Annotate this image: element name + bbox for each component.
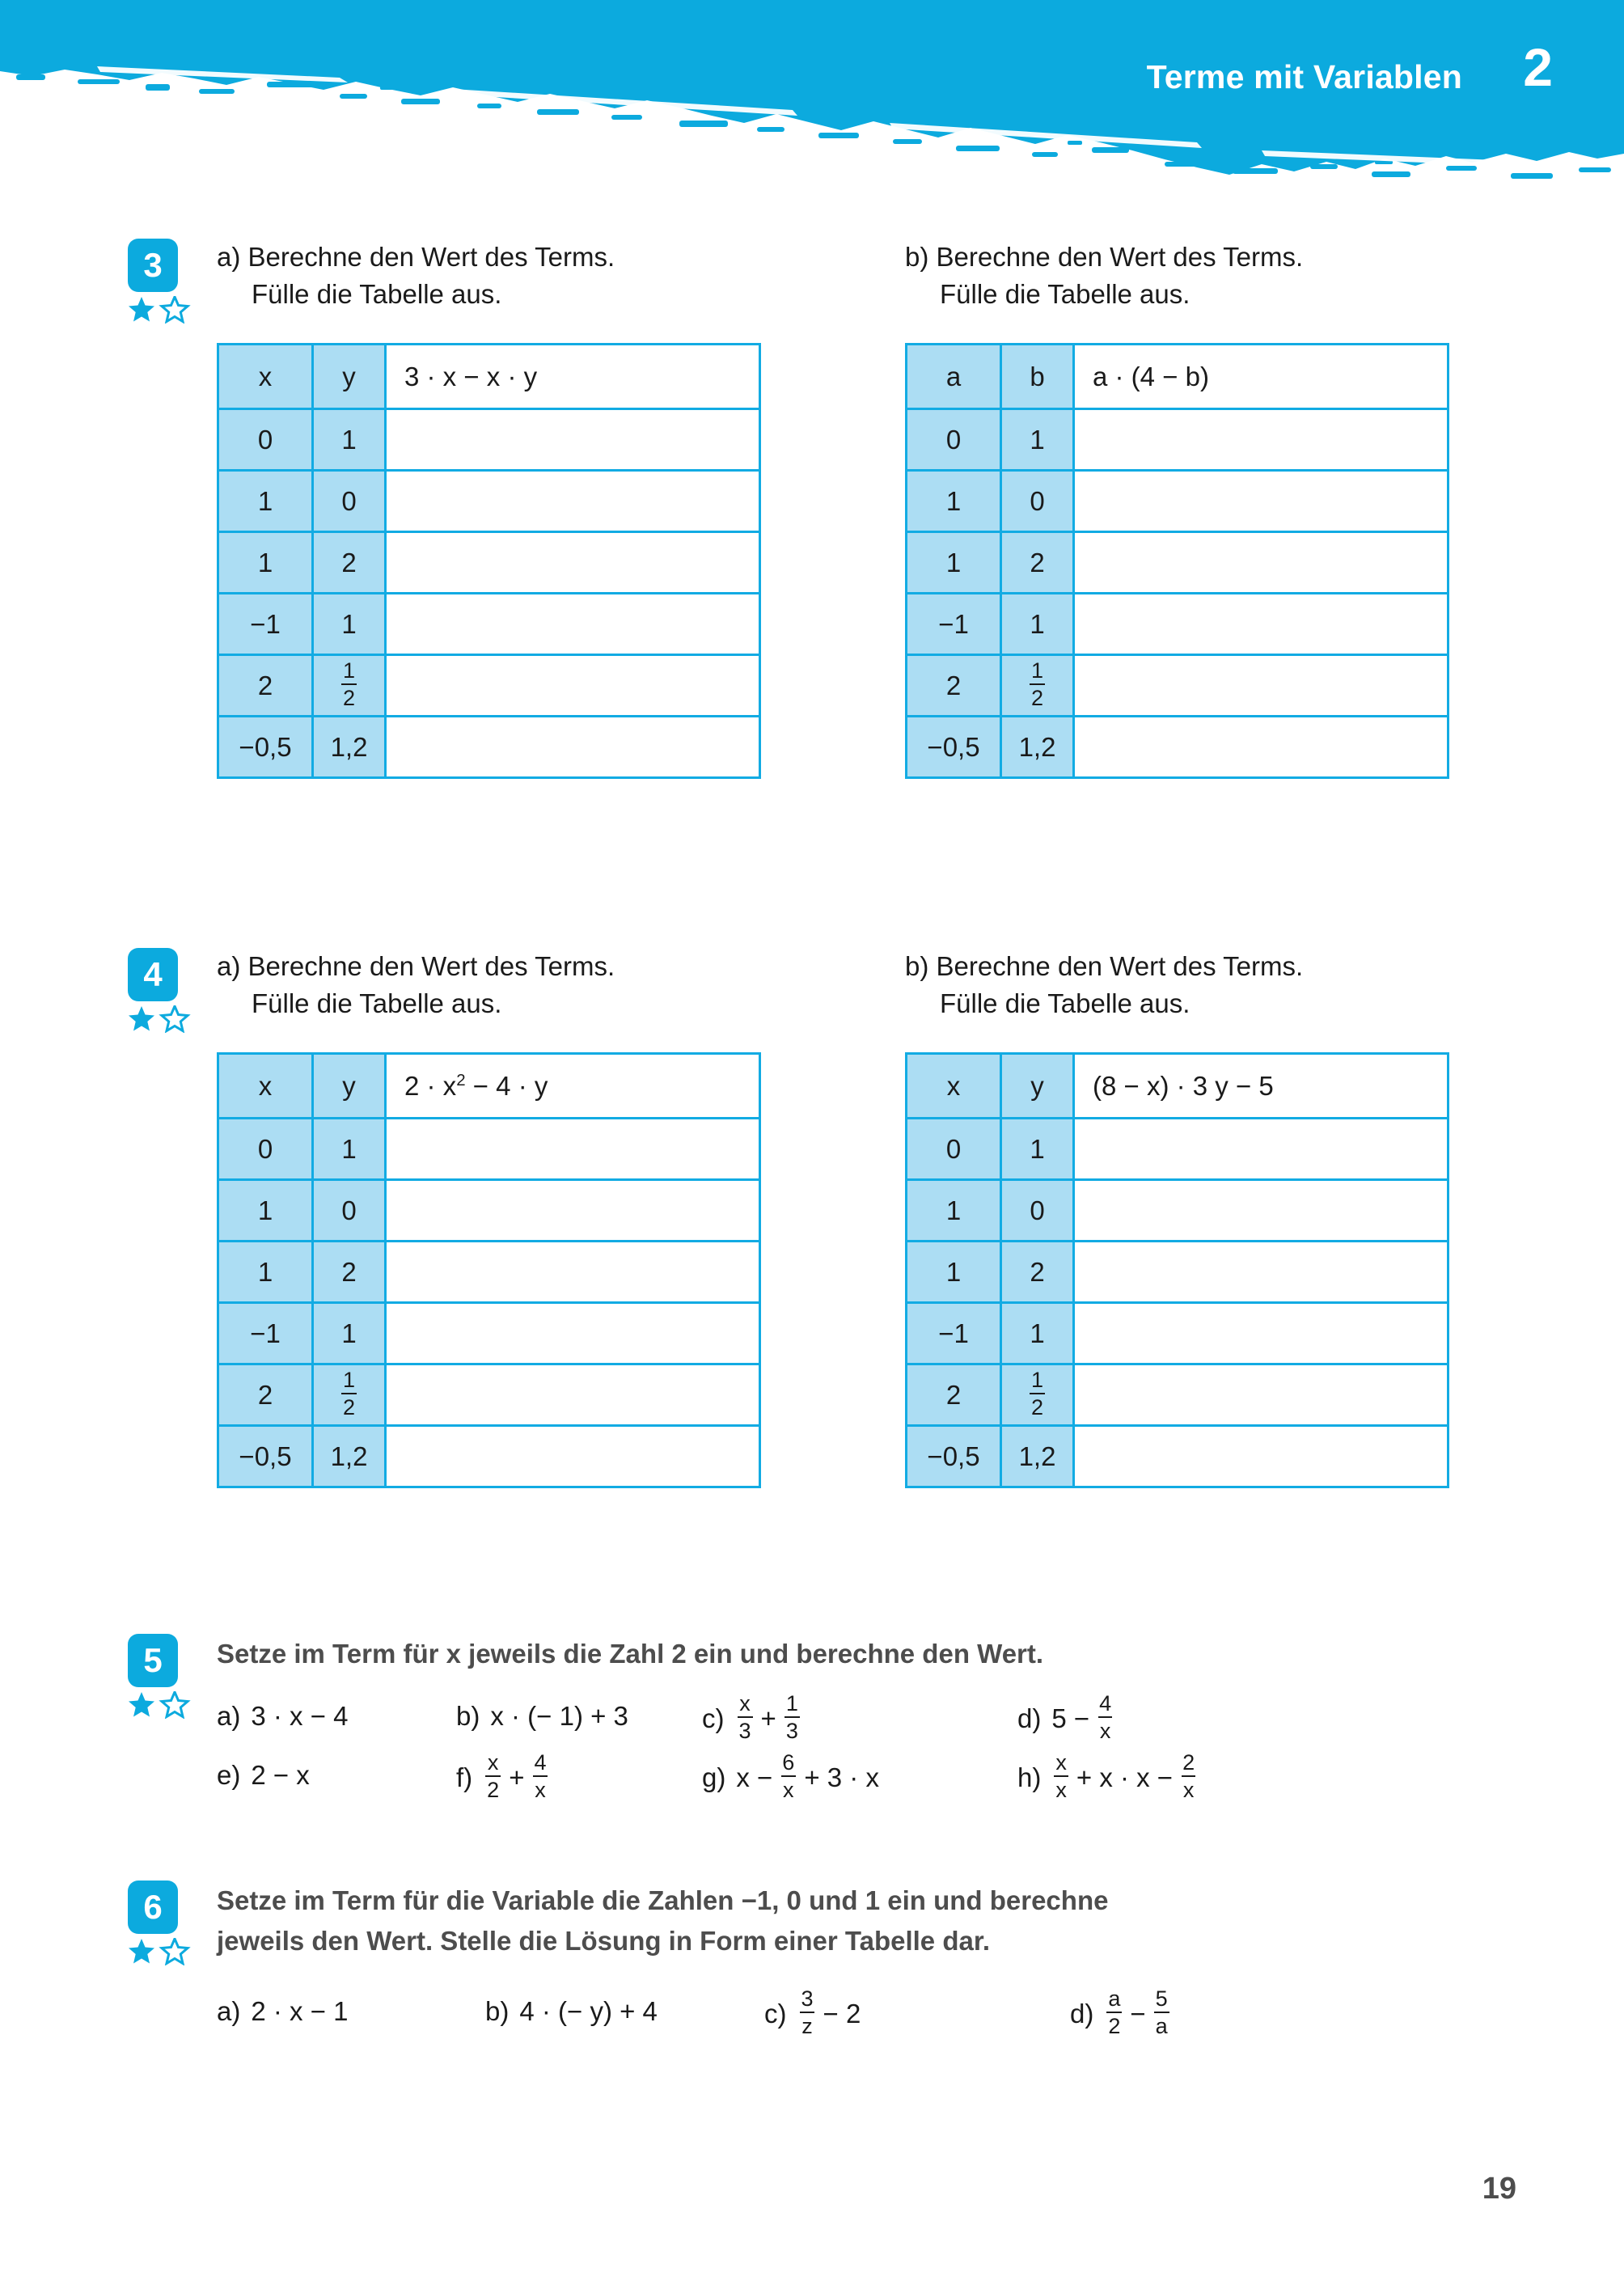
table-cell-value-2: 1 [313,409,386,471]
difficulty-stars-icon [128,1691,191,1719]
fraction [341,660,357,709]
table-row [907,532,1448,594]
table-cell-value-2: 1,2 [313,1426,386,1487]
exercise-item[interactable] [217,1694,456,1739]
table-answer-cell[interactable] [386,717,760,778]
table-answer-cell[interactable] [1074,532,1448,594]
exercise-3-part-b [905,239,1527,779]
table-row [218,409,760,471]
table-column-header-2: y [313,1054,386,1119]
fraction-denominator: 2 [341,683,357,709]
fraction [785,1693,800,1742]
table-cell-value-1: −0,5 [218,717,313,778]
table-cell-value-2: 2 [1001,1242,1074,1303]
exercise-3b-prompt-text1: Berechne den Wert des Terms. [936,242,1304,272]
table-cell-value-2: 0 [313,471,386,532]
table-cell-value-1: 2 [218,655,313,717]
exercise-3a-prompt-text1: Berechne den Wert des Terms. [247,242,615,272]
table-answer-cell[interactable] [1074,717,1448,778]
expression-text: − 2 [823,1998,861,2029]
exercise-4-part-b [905,948,1527,1488]
table-cell-value-1: 1 [907,1242,1001,1303]
fraction-numerator: 1 [785,1691,798,1716]
fraction-denominator: 2 [1106,2012,1122,2037]
table-cell-value-2 [313,655,386,717]
table-row [907,1364,1448,1426]
exercise-3a-label: a) [217,242,241,272]
table-term-header: 3 · x − x · y [386,345,760,409]
brush-stroke-graphic [0,0,1624,202]
table-cell-value-1: 0 [218,1119,313,1180]
difficulty-stars-icon [128,1005,191,1033]
table-row [218,1364,760,1426]
exercise-4-part-a [217,948,905,1488]
table-cell-value-2: 1 [1001,1119,1074,1180]
fraction-numerator: 3 [801,1986,814,2012]
fraction [1054,1752,1068,1801]
fraction-numerator: 1 [342,1368,356,1392]
table-row [907,655,1448,717]
exercise-item-label: d) [1017,1703,1042,1733]
table-cell-value-2: 2 [1001,532,1074,594]
table-answer-cell[interactable] [1074,1364,1448,1426]
fraction [800,1988,815,2037]
exercise-item[interactable] [485,1989,764,2034]
table-answer-cell[interactable] [386,471,760,532]
page-number: 19 [1482,2172,1516,2206]
fraction-numerator: 1 [342,658,356,683]
table-answer-cell[interactable] [1074,594,1448,655]
table-term-header: $2 \cdot x^2 - 4 \cdot y$ [386,1054,760,1119]
fraction [1030,1369,1045,1419]
exercise-item-expression [483,1750,550,1803]
fraction-numerator: 1 [1030,658,1044,683]
table-cell-value-2 [1001,1364,1074,1426]
exercise-4a-table[interactable] [217,1052,761,1488]
fraction-denominator: 2 [1030,683,1045,709]
exercise-4b-prompt-line2: Fülle die Tabelle aus. [940,988,1191,1018]
table-row [907,409,1448,471]
exercise-item[interactable] [1017,1750,1260,1803]
table-cell-value-1: −1 [218,594,313,655]
table-cell-value-1: 0 [907,1119,1001,1180]
page-title: Terme mit Variablen [1146,58,1462,95]
fraction-denominator: 2 [341,1393,357,1419]
table-column-header-2: y [1001,1054,1074,1119]
table-cell-value-1: 1 [218,1180,313,1242]
table-column-header-1: x [218,1054,313,1119]
table-row [907,594,1448,655]
fraction-denominator: 2 [485,1775,501,1801]
table-row [218,532,760,594]
exercise-item-label: a) [217,1701,241,1732]
fraction-denominator: 3 [738,1716,753,1742]
exercise-item-label: c) [702,1703,725,1733]
fraction-numerator: 5 [1155,1986,1168,2012]
table-answer-cell[interactable] [1074,471,1448,532]
fraction-numerator: 4 [1099,1691,1112,1716]
table-cell-value-2: 1 [1001,594,1074,655]
exercise-4b-table[interactable] [905,1052,1449,1488]
exercise-item-expression: 3 · x − 4 [251,1701,349,1732]
table-row [218,1426,760,1487]
difficulty-stars-icon [128,296,191,324]
table-cell-value-1: 1 [218,471,313,532]
exercise-4a-prompt-text1: Berechne den Wert des Terms. [247,951,615,981]
exercise-5-number-badge: 5 [128,1634,178,1687]
exercise-6-badge-column [128,1881,217,1969]
exercise-3a-prompt-line2: Fülle die Tabelle aus. [252,278,502,309]
exercise-item-label: b) [485,1996,510,2027]
exercise-4b-prompt-text1: Berechne den Wert des Terms. [936,951,1304,981]
exercise-4b-prompt-line1 [905,948,1527,985]
fraction [1154,1988,1169,2037]
exercise-item-label: c) [764,1998,787,2029]
table-cell-value-1: 1 [218,532,313,594]
exercise-3b-prompt-line2: Fülle die Tabelle aus. [940,278,1191,309]
table-answer-cell[interactable] [1074,655,1448,717]
expression-text: + 3 · x [804,1762,879,1792]
table-answer-cell[interactable] [386,532,760,594]
fraction [485,1752,501,1801]
exercise-6-heading-line1: Setze im Term für die Variable die Zahlen −1, 0 und 1 ein und berechne [217,1885,1109,1915]
table-answer-cell[interactable] [1074,1426,1448,1487]
fraction [1106,1988,1122,2037]
fraction-denominator: x [781,1775,796,1801]
fraction-denominator: x [1182,1775,1196,1801]
exercise-5-heading: Setze im Term für x jeweils die Zahl 2 ein und berechne den Wert. [217,1639,1044,1669]
fraction [341,1369,357,1419]
table-cell-value-2 [1001,655,1074,717]
table-row [907,1303,1448,1364]
fraction [1030,660,1045,709]
table-term-header: a · (4 − b) [1074,345,1448,409]
fraction [1097,1693,1113,1742]
expression-text: + [760,1703,776,1733]
table-cell-value-2: 2 [313,1242,386,1303]
exercise-3b-table[interactable] [905,343,1449,779]
exercise-item[interactable] [1017,1691,1260,1744]
chapter-number: 2 [1523,37,1553,97]
fraction [738,1693,753,1742]
expression-text: x − [736,1762,773,1792]
exercise-item-expression [1051,1691,1115,1744]
exercise-5-items-row-1 [217,1691,1527,1744]
exercise-item[interactable] [456,1750,702,1803]
table-header-row [907,1054,1448,1119]
exercise-4-body [217,948,1527,1488]
table-row [218,655,760,717]
exercise-4a-prompt-line2: Fülle die Tabelle aus. [252,988,502,1018]
table-cell-value-1: −0,5 [907,1426,1001,1487]
exercise-3-part-a [217,239,905,779]
table-cell-value-1: −0,5 [907,717,1001,778]
expression-text: + [509,1762,525,1792]
table-cell-value-1: 2 [907,655,1001,717]
exercise-5-badge-column [128,1634,217,1723]
fraction-denominator: x [533,1775,548,1801]
fraction-denominator: z [800,2012,814,2037]
table-cell-value-1: 1 [907,1180,1001,1242]
table-row [218,1242,760,1303]
exercise-4b-label: b) [905,951,929,981]
exercise-5-items-row-2 [217,1750,1527,1803]
table-cell-value-2: 0 [1001,1180,1074,1242]
exercise-3b-label: b) [905,242,929,272]
table-row [218,1303,760,1364]
table-answer-cell[interactable] [386,1364,760,1426]
exercise-item-expression [1051,1750,1199,1803]
exercise-6-body [217,1881,1527,2038]
fraction [1181,1752,1196,1801]
exercise-item-label: b) [456,1701,480,1732]
table-cell-value-2: 1 [313,1303,386,1364]
page-header-banner [0,0,1624,202]
table-cell-value-2: 1 [1001,1303,1074,1364]
fraction [780,1752,796,1801]
table-header-row [218,1054,760,1119]
table-row [218,471,760,532]
table-answer-cell[interactable] [1074,1119,1448,1180]
exponent: 2 [456,1070,466,1089]
table-cell-value-1: −1 [218,1303,313,1364]
expression-text: + x · x − [1076,1762,1174,1792]
table-row [907,1426,1448,1487]
exercise-4a-label: a) [217,951,241,981]
table-column-header-1: x [218,345,313,409]
exercise-6-heading-line2: jeweils den Wert. Stelle die Lösung in Form einer Tabelle dar. [217,1926,991,1957]
exercise-6-number-badge: 6 [128,1881,178,1934]
exercise-3-number-badge: 3 [128,239,178,292]
table-cell-value-2: 0 [1001,471,1074,532]
exercise-4-number-badge: 4 [128,948,178,1001]
fraction-numerator: 2 [1182,1750,1195,1775]
table-row [907,471,1448,532]
table-answer-cell[interactable] [1074,1303,1448,1364]
table-answer-cell[interactable] [1074,409,1448,471]
fraction-numerator: x [739,1691,751,1716]
table-cell-value-1: 1 [907,532,1001,594]
exercise-3a-prompt-line1 [217,239,905,276]
table-cell-value-2 [313,1364,386,1426]
exercise-item-label: d) [1070,1998,1094,2029]
table-cell-value-2: 1,2 [313,717,386,778]
fraction-numerator: 1 [1030,1368,1044,1392]
difficulty-stars-icon [128,1938,191,1965]
exercise-item-expression: 2 − x [251,1760,310,1791]
exercise-item-expression [1104,1986,1171,2039]
table-answer-cell[interactable] [1074,1180,1448,1242]
table-cell-value-2: 1,2 [1001,717,1074,778]
table-answer-cell[interactable] [386,1119,760,1180]
table-cell-value-1: 2 [907,1364,1001,1426]
table-cell-value-2: 1 [313,594,386,655]
table-column-header-2: b [1001,345,1074,409]
table-cell-value-1: −0,5 [218,1426,313,1487]
table-answer-cell[interactable] [386,1242,760,1303]
fraction-denominator: 3 [785,1716,800,1742]
exercise-item[interactable] [217,1989,485,2034]
table-answer-cell[interactable] [386,409,760,471]
table-column-header-1: a [907,345,1001,409]
exercise-3-body [217,239,1527,779]
table-term-header: (8 − x) · 3 y − 5 [1074,1054,1448,1119]
exercise-item-label: g) [702,1762,726,1792]
fraction-denominator: a [1154,2012,1169,2037]
exercise-item-expression [736,1750,879,1803]
table-answer-cell[interactable] [386,655,760,717]
table-cell-value-1: 1 [218,1242,313,1303]
table-cell-value-2: 0 [313,1180,386,1242]
fraction [533,1752,548,1801]
exercise-item-label: e) [217,1760,241,1791]
exercise-item-expression: 4 · (− y) + 4 [519,1996,658,2027]
fraction-numerator: 4 [534,1750,547,1775]
table-cell-value-1: 0 [218,409,313,471]
table-answer-cell[interactable] [386,1303,760,1364]
exercise-item-expression [797,1986,861,2039]
exercise-item-label: h) [1017,1762,1042,1792]
table-answer-cell[interactable] [386,1426,760,1487]
exercise-item-expression: x · (− 1) + 3 [490,1701,628,1732]
exercise-item-label: a) [217,1996,241,2027]
table-row [907,1242,1448,1303]
table-cell-value-1: −1 [907,594,1001,655]
exercise-item-expression: 2 · x − 1 [251,1996,349,2027]
expression-text: 5 − [1051,1703,1090,1733]
table-row [218,594,760,655]
fraction-denominator: x [1054,1775,1068,1801]
exercise-item[interactable] [702,1691,1017,1744]
exercise-5-body [217,1634,1527,1802]
fraction-numerator: x [1055,1750,1067,1775]
exercise-item-expression [735,1691,802,1744]
table-column-header-1: x [907,1054,1001,1119]
table-header-row [907,345,1448,409]
table-answer-cell[interactable] [386,594,760,655]
table-header-row [218,345,760,409]
table-row [907,717,1448,778]
exercise-4-badge-column [128,948,217,1037]
table-column-header-2: y [313,345,386,409]
exercise-4a-prompt-line1 [217,948,905,985]
table-answer-cell[interactable] [1074,1242,1448,1303]
fraction-numerator: 6 [782,1750,795,1775]
table-cell-value-1: 2 [218,1364,313,1426]
exercise-3a-table[interactable] [217,343,761,779]
fraction-denominator: x [1098,1716,1113,1742]
table-row [907,1180,1448,1242]
table-answer-cell[interactable] [386,1180,760,1242]
table-cell-value-1: 0 [907,409,1001,471]
table-row [218,1180,760,1242]
exercise-item[interactable] [1070,1986,1313,2039]
table-cell-value-1: 1 [907,471,1001,532]
table-cell-value-2: 1,2 [1001,1426,1074,1487]
table-cell-value-2: 1 [313,1119,386,1180]
exercise-item[interactable] [702,1750,1017,1803]
exercise-item-label: f) [456,1762,473,1792]
table-cell-value-1: −1 [907,1303,1001,1364]
table-row [218,717,760,778]
exercise-6-items-row [217,1986,1527,2039]
fraction-denominator: 2 [1030,1393,1045,1419]
exercise-3-badge-column [128,239,217,328]
fraction-numerator: a [1108,1986,1121,2012]
table-cell-value-2: 2 [313,532,386,594]
exercise-item[interactable] [764,1986,1070,2039]
exercise-item[interactable] [456,1694,702,1739]
expression-text: − [1130,1998,1146,2029]
table-row [218,1119,760,1180]
table-row [907,1119,1448,1180]
fraction-numerator: x [487,1750,499,1775]
table-cell-value-2: 1 [1001,409,1074,471]
exercise-item[interactable] [217,1753,456,1798]
exercise-3b-prompt-line1 [905,239,1527,276]
